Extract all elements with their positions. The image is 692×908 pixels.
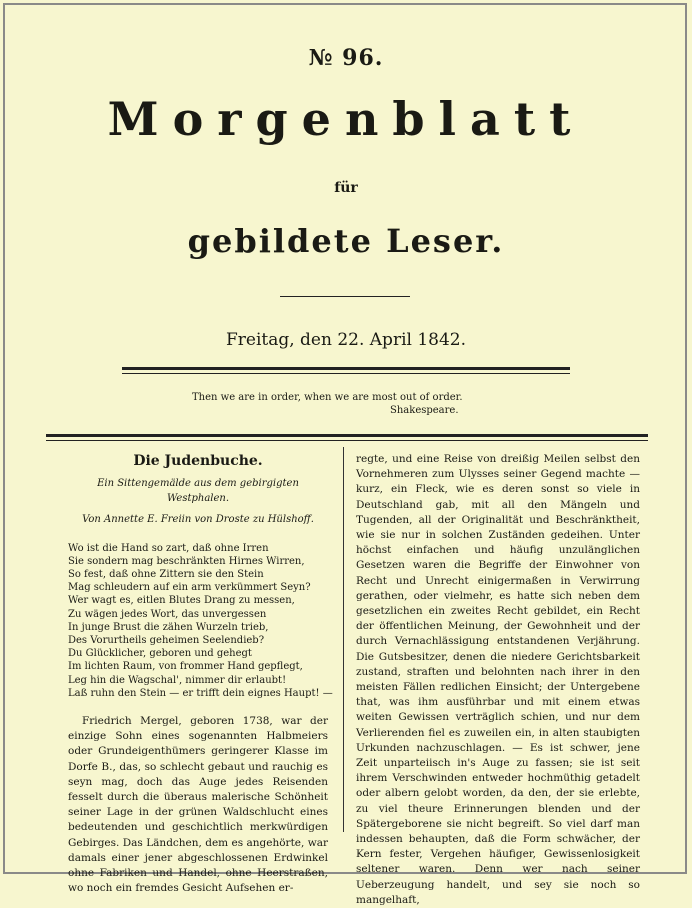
title-connector: für [334, 180, 358, 196]
motto-quote: Then we are in order, when we are most out of order. [192, 392, 463, 403]
masthead-rule-thin [122, 373, 570, 374]
poem-line: Wo ist die Hand so zart, daß ohne Irren [68, 542, 269, 554]
poem-line: Mag schleudern auf ein arm verkümmert Seyn? [68, 582, 311, 594]
column-divider [343, 447, 344, 832]
issue-date: Freitag, den 22. April 1842. [225, 330, 467, 350]
poem-line: So fest, daß ohne Zittern sie den Stein [68, 569, 264, 581]
poem-line: In junge Brust die zähen Wurzeln trieb, [68, 621, 269, 633]
left-column [68, 452, 333, 896]
motto [192, 391, 463, 417]
poem-line: Im lichten Raum, von frommer Hand gepflegt, [68, 661, 303, 673]
story-title: Die Judenbuche. [133, 453, 263, 469]
story-author: Von Annette E. Freiin von Droste zu Hülshoff. [82, 514, 314, 526]
newspaper-title: Morgenblatt [107, 92, 585, 146]
newspaper-subtitle: gebildete Leser. [187, 222, 505, 260]
story-subtitle: Ein Sittengemälde aus dem gebirgigten Westphalen. [97, 478, 299, 505]
poem-line: Des Vorurtheils geheimen Seelendieb? [68, 635, 265, 647]
section-rule [46, 434, 648, 437]
section-rule-thin [46, 440, 648, 441]
poem-line: Sie sondern mag beschränkten Hirnes Wirren, [68, 555, 305, 567]
poem-line: Du Glücklicher, geboren und gehegt [68, 648, 252, 660]
story-paragraph-continued: regte, und eine Reise von dreißig Meilen selbst den Vornehmeren zum Ulysses seiner Gegend machte — kurz, ein Fleck, wie es deren sonst so viele in Deutschland gab, mit all den Mängeln und Tugenden, all der Originalität und Beschränktheit, wie sie nur in solchen Zuständen gedeihen. Unter höchst einfachen und häufig unzulänglichen Gesetzen waren die Begriffe der Einwohner von Recht und Unrecht einigermaßen in Verwirrung gerathen, oder vielmehr, es hatte sich neben dem gesetzlichen ein zweites Recht gebildet, ein Recht der öffentlichen Meinung, der Gewohnheit und der durch Vernachlässigung entstandenen Verjährung. Die Gutsbesitzer, denen die niedere Gerichtsbarkeit zustand, straften und belohnten nach ihrer in den meisten Fällen redlichen Einsicht; der Untergebene that, was ihm ausführbar und mit einem etwas weiten Gewissen verträglich schien, und nur dem Verlierenden fiel es zuweilen ein, in alten staubigten Urkunden nachzuschlagen. — Es ist schwer, jene Zeit unparteiisch in's Auge zu fassen; sie ist seit ihrem Verschwinden entweder hochmüthig getadelt oder albern gelobt worden, da den, der sie erlebte, zu viel theure Erinnerungen blenden und der Spätergeborene sie nicht begreift. So viel darf man indessen behaupten, daß die Form schwächer, der Kern fester, Vergehen häufiger, Gewissenlosigkeit seltener waren. Denn wer nach seiner Ueberzeugung handelt, und sey sie noch so mangelhaft, [356, 453, 640, 906]
short-divider [280, 296, 410, 297]
issue-number: № 96. [308, 45, 384, 71]
poem-line: Zu wägen jedes Wort, das unvergessen [68, 608, 267, 620]
poem-line: Wer wagt es, eitlen Blutes Drang zu messen, [68, 595, 295, 607]
story-paragraph: Friedrich Mergel, geboren 1738, war der einzige Sohn eines sogenannten Halbmeiers oder Grundeigenthümers geringerer Klasse im Dorfe B., das, so schlecht gebaut und rauchig es seyn mag, doch das Auge jedes Reisenden fesselt durch die überaus malerische Schönheit seiner Lage in der grünen Waldschlucht eines bedeutenden und geschichtlich merkwürdigen Gebirges. Das Ländchen, dem es angehörte, war damals einer jener abgeschlossenen Erdwinkel ohne Fabriken und Handel, ohne Heerstraßen, wo noch ein fremdes Gesicht Aufsehen er- [68, 715, 328, 895]
right-column [356, 452, 640, 908]
motto-attribution: Shakespeare. [390, 405, 459, 416]
poem-line: Laß ruhn den Stein — er trifft dein eignes Haupt! — [68, 687, 333, 699]
masthead-rule [122, 367, 570, 370]
poem-line: Leg hin die Wagschal', nimmer dir erlaubt! [68, 674, 287, 686]
epigraph-poem [68, 542, 333, 700]
